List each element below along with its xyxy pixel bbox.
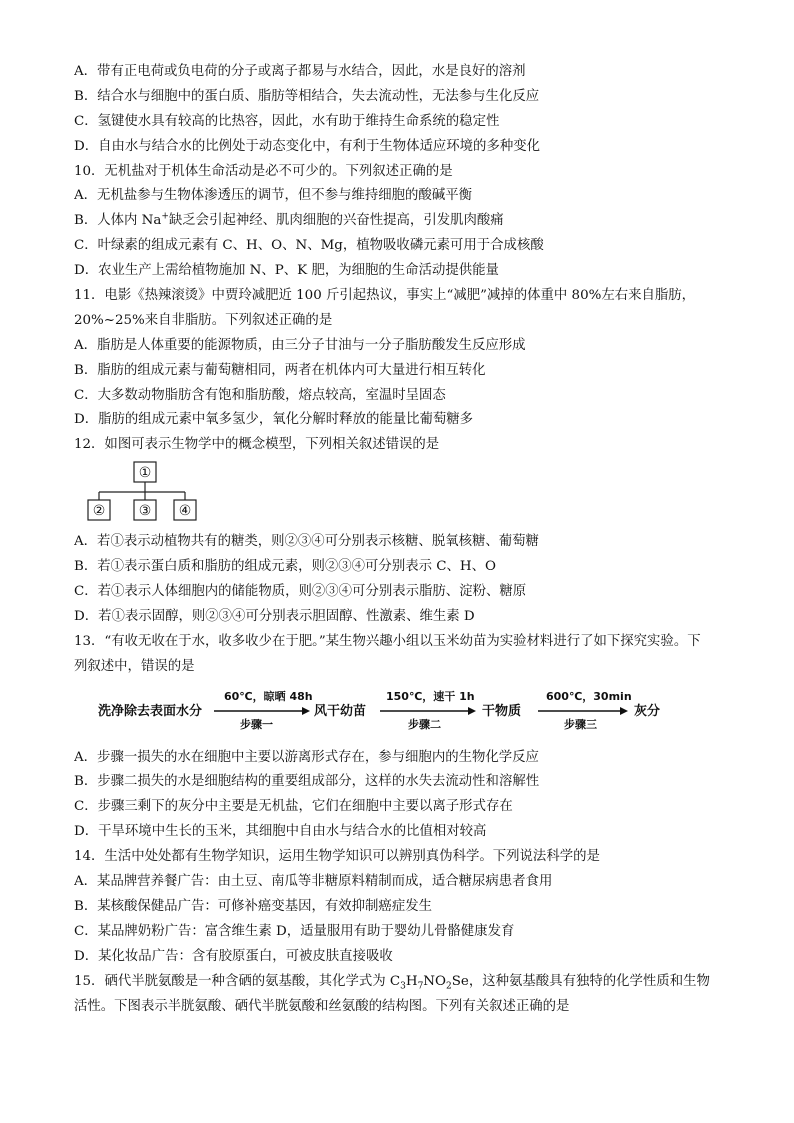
formula-o-count: 2: [446, 981, 452, 992]
q9-option-b: B．结合水与细胞中的蛋白质、脂肪等相结合，失去流动性，无法参与生化反应: [74, 88, 540, 104]
arrow-step-2-icon: [380, 706, 476, 716]
q13-option-b: B．步骤二损失的水是细胞结构的重要组成部分，这样的水失去流动性和溶解性: [74, 774, 540, 790]
q9-option-a: A．带有正电荷或负电荷的分子或离子都易与水结合，因此，水是良好的溶剂: [74, 64, 526, 79]
q14-option-b: B．某核酸保健品广告：可修补癌变基因，有效抑制癌症发生: [74, 898, 432, 914]
q10-option-b: [74, 209, 724, 234]
flow-step-2: 步骤二: [408, 717, 441, 731]
q13-option-a: A．步骤一损失的水在细胞中主要以游离形式存在，参与细胞内的生物化学反应: [74, 749, 539, 765]
q13-option-c: C．步骤三剩下的灰分中主要是无机盐，它们在细胞中主要以离子形式存在: [74, 799, 513, 815]
formula-h: H: [405, 973, 418, 989]
flow-step-1: 步骤一: [240, 717, 273, 731]
flow-start: 洗净除去表面水分: [98, 703, 203, 719]
arrow-step-3-icon: [538, 706, 628, 716]
flow-mid-2: 干物质: [482, 703, 522, 719]
exam-page: [74, 60, 724, 1019]
q12-stem: 12．如图可表示生物学中的概念模型，下列相关叙述错误的是: [74, 437, 440, 453]
flow-step-3: 步骤三: [564, 717, 597, 731]
q11-option-b: B．脂肪的组成元素与葡萄糖相同，两者在机体内可大量进行相互转化: [74, 362, 486, 378]
q14-option-c: C．某品牌奶粉广告：富含维生素 D，适量服用有助于婴幼儿骨骼健康发育: [74, 923, 515, 939]
flow-condition-2: 150℃，速干 1h: [386, 689, 475, 703]
formula-h-count: 7: [417, 981, 424, 992]
q11-stem-line1: 11．电影《热辣滚烫》中贾玲减肥近 100 斤引起热议，事实上“减肥”减掉的体重中 80%左右来自脂肪，: [74, 288, 696, 304]
formula-no: NO: [423, 973, 446, 989]
concept-model-svg: [84, 460, 204, 528]
q15-stem-line1: [74, 970, 724, 995]
node-4-label: ④: [178, 503, 192, 520]
flow-end: 灰分: [634, 703, 661, 719]
flow-condition-1: 60℃，晾晒 48h: [224, 689, 313, 703]
q12-option-c: C．若①表示人体细胞内的储能物质，则②③④可分别表示脂肪、淀粉、糖原: [74, 584, 527, 600]
q15-stem-line2: 活性。下图表示半胱氨酸、硒代半胱氨酸和丝氨酸的结构图。下列有关叙述正确的是: [74, 998, 570, 1014]
q12-option-a: A．若①表示动植物共有的糖类，则②③④可分别表示核糖、脱氧核糖、葡萄糖: [74, 534, 539, 550]
flow-mid-1: 风干幼苗: [314, 703, 367, 719]
q11-option-c: C．大多数动物脂肪含有饱和脂肪酸，熔点较高，室温时呈固态: [74, 387, 446, 403]
q10-stem: 10．无机盐对于机体生命活动是必不可少的。下列叙述正确的是: [74, 163, 453, 179]
q10-option-d: D．农业生产上需给植物施加 N、P、K 肥，为细胞的生命活动提供能量: [74, 263, 499, 279]
q13-stem-line1: 13．“有收无收在于水，收多收少在于肥。”某生物兴趣小组以玉米幼苗为实验材料进行了如下探究实验。下: [74, 633, 701, 649]
node-1-label: ①: [138, 465, 152, 482]
q14-stem: 14．生活中处处都有生物学知识，运用生物学知识可以辨别真伪科学。下列说法科学的是: [74, 849, 600, 865]
sodium-charge: +: [161, 211, 169, 222]
q10-option-c: C．叶绿素的组成元素有 C、H、O、N、Mg，植物吸收磷元素可用于合成核酸: [74, 238, 544, 254]
arrow-step-1-icon: [214, 706, 310, 716]
q11-stem-line2: 20%~25%来自非脂肪。下列叙述正确的是: [74, 312, 333, 328]
q14-option-d: D．某化妆品广告：含有胶原蛋白，可被皮肤直接吸收: [74, 948, 393, 964]
node-2-label: ②: [92, 503, 106, 520]
flow-condition-3: 600℃，30min: [546, 689, 632, 703]
node-3-label: ③: [138, 503, 152, 520]
formula-c-count: 3: [400, 981, 406, 992]
q10-option-a: A．无机盐参与生物体渗透压的调节，但不参与维持细胞的酸碱平衡: [74, 188, 472, 204]
q10-option-b-post: 缺乏会引起神经、肌肉细胞的兴奋性提高，引发肌肉酸痛: [168, 213, 504, 229]
q13-stem-line2: 列叙述中，错误的是: [74, 658, 195, 674]
q9-option-c: C．氢键使水具有较高的比热容，因此，水有助于维持生命系统的稳定性: [74, 113, 500, 129]
q9-option-d: D．自由水与结合水的比例处于动态变化中，有利于生物体适应环境的多种变化: [74, 138, 541, 154]
experiment-flowchart: [74, 686, 724, 740]
q10-option-b-pre: B．人体内 Na: [74, 213, 162, 229]
q12-option-d: D．若①表示固醇，则②③④可分别表示胆固醇、性激素、维生素 D: [74, 608, 475, 624]
q15-stem-post: Se，这种氨基酸具有独特的化学性质和生物: [451, 973, 710, 989]
q14-option-a: A．某品牌营养餐广告：由土豆、南瓜等非糖原料精制而成，适合糖尿病患者食用: [74, 874, 553, 890]
q13-option-d: D．干旱环境中生长的玉米，其细胞中自由水与结合水的比值相对较高: [74, 824, 487, 840]
concept-model-diagram: [74, 460, 724, 528]
q12-option-b: B．若①表示蛋白质和脂肪的组成元素，则②③④可分别表示 C、H、O: [74, 559, 496, 575]
q15-stem-pre: 15．硒代半胱氨酸是一种含硒的氨基酸，其化学式为 C: [74, 973, 401, 989]
q11-option-a: A．脂肪是人体重要的能源物质，由三分子甘油与一分子脂肪酸发生反应形成: [74, 337, 526, 353]
q11-option-d: D．脂肪的组成元素中氧多氢少，氧化分解时释放的能量比葡萄糖多: [74, 412, 474, 428]
